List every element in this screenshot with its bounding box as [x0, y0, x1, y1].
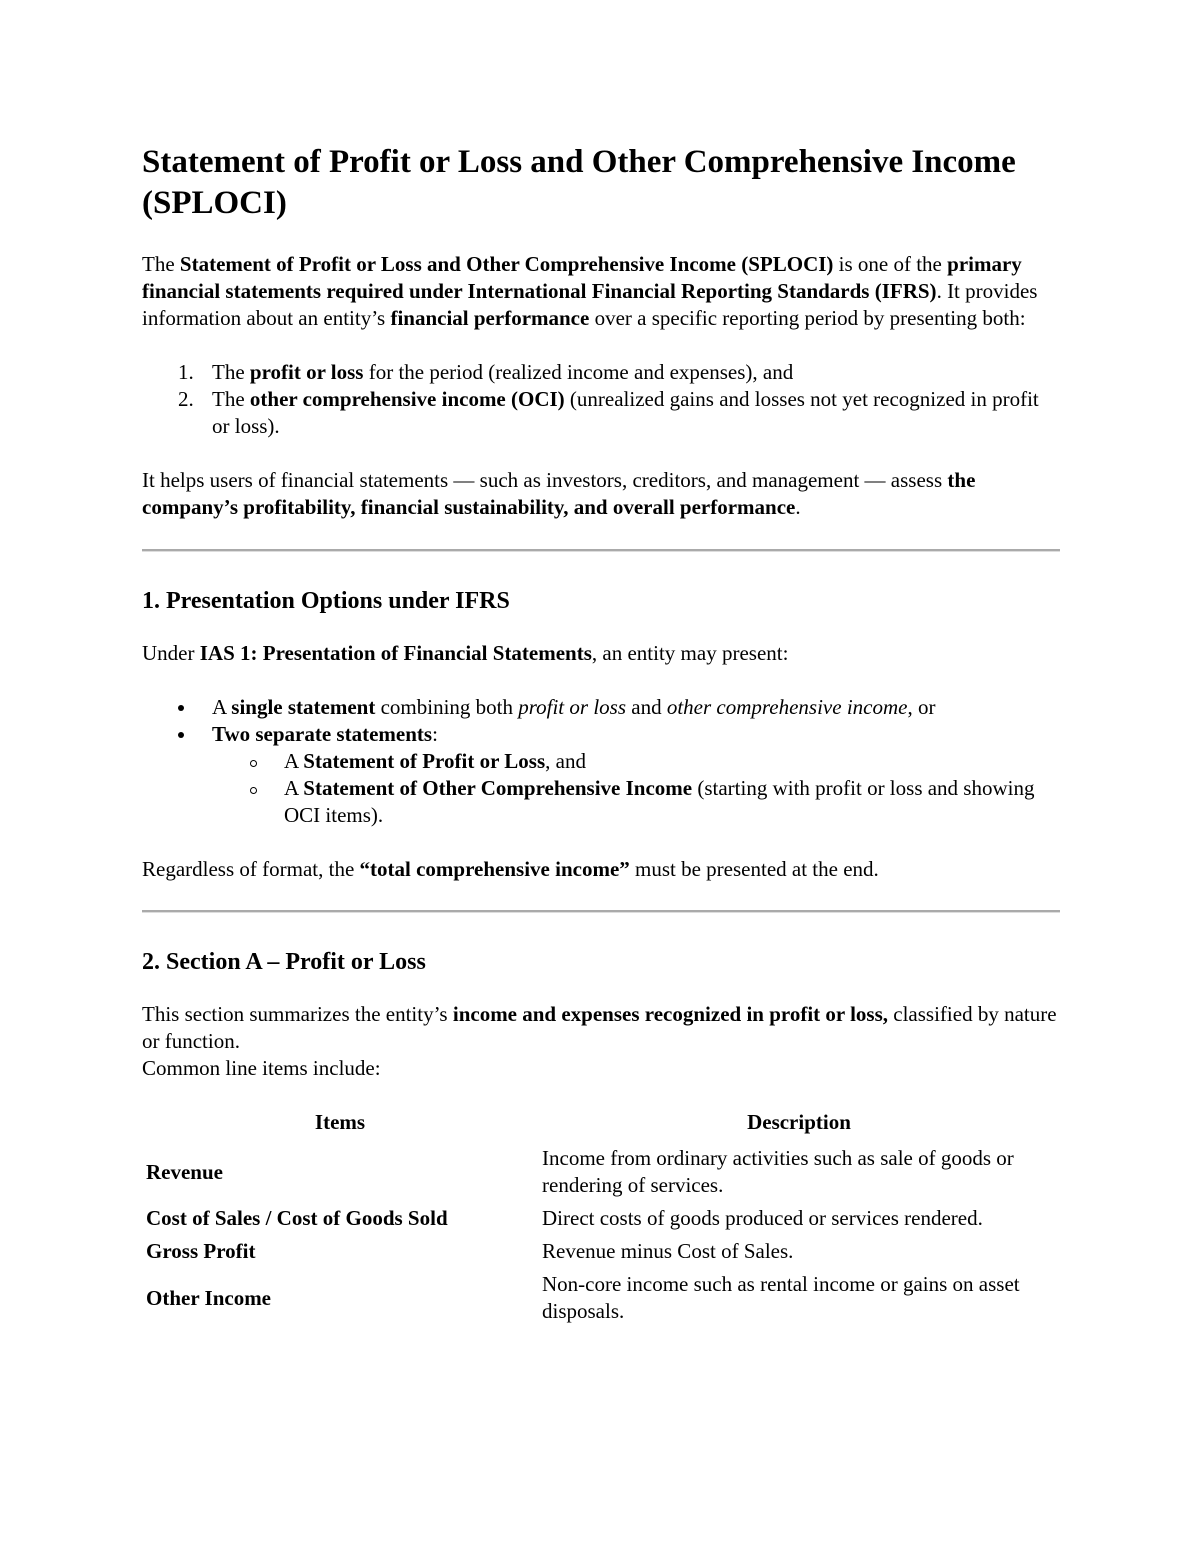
page-title: Statement of Profit or Loss and Other Comprehensive Income (SPLOCI)	[142, 144, 1016, 221]
section2-lead: This section summarizes the entity’s income and expenses recognized in profit or loss, classified by nature or function.	[142, 1002, 1057, 1053]
horizontal-divider	[142, 910, 1060, 913]
list-item: 2. The other comprehensive income (OCI) (unrealized gains and losses not yet recognized in profit or loss).	[178, 387, 1039, 438]
item-cell: Gross Profit	[146, 1239, 256, 1263]
list-item: Two separate statements: A Statement of Profit or Loss, and A Statement of Other Comprehensive Income (starting with profit or loss and showing OCI items).	[142, 721, 1060, 829]
separate-statements-sublist	[212, 748, 1060, 829]
table-row	[142, 1202, 1060, 1235]
table-row	[142, 1235, 1060, 1268]
list-number: 1.	[178, 360, 194, 384]
bullet-icon	[178, 732, 184, 738]
section1-lead: Under IAS 1: Presentation of Financial Statements, an entity may present:	[142, 641, 789, 665]
column-header-description: Description	[747, 1110, 851, 1134]
table-header-row	[142, 1109, 1060, 1142]
table-row	[142, 1268, 1060, 1328]
sub-bullet-icon	[250, 760, 257, 767]
list-number: 2.	[178, 387, 194, 411]
line-items-table	[142, 1109, 1060, 1328]
table-row	[142, 1142, 1060, 1202]
list-item: A single statement combining both profit or loss and other comprehensive income, or	[142, 694, 1060, 721]
description-cell: Non-core income such as rental income or gains on asset disposals.	[542, 1272, 1020, 1323]
intro-paragraph: The Statement of Profit or Loss and Other Comprehensive Income (SPLOCI) is one of the primary financial statements required under International Financial Reporting Standards (IFRS). It provides information about an entity’s financial performance over a specific reporting period by presenting both:	[142, 252, 1038, 330]
section2-common-items: Common line items include:	[142, 1056, 381, 1080]
section-heading-presentation: 1. Presentation Options under IFRS	[142, 588, 510, 614]
section-heading-profit-or-loss: 2. Section A – Profit or Loss	[142, 949, 426, 975]
bullet-icon	[178, 705, 184, 711]
section1-closing: Regardless of format, the “total comprehensive income” must be presented at the end.	[142, 857, 879, 881]
intro-numbered-list	[142, 359, 1060, 440]
horizontal-divider	[142, 549, 1060, 552]
item-cell: Cost of Sales / Cost of Goods Sold	[146, 1206, 448, 1230]
item-cell: Revenue	[146, 1159, 223, 1184]
sub-bullet-icon	[250, 787, 257, 794]
sublist-item: A Statement of Other Comprehensive Income (starting with profit or loss and showing OCI items).	[212, 775, 1060, 829]
description-cell: Direct costs of goods produced or services rendered.	[542, 1206, 983, 1230]
sublist-item: A Statement of Profit or Loss, and	[212, 748, 1060, 775]
presentation-options-list	[142, 694, 1060, 829]
helps-paragraph: It helps users of financial statements — such as investors, creditors, and management — assess the company’s profitability, financial sustainability, and overall performance.	[142, 468, 976, 519]
column-header-items: Items	[314, 1110, 366, 1134]
description-cell: Revenue minus Cost of Sales.	[542, 1239, 794, 1263]
list-item: 1. The profit or loss for the period (realized income and expenses), and	[178, 360, 794, 384]
item-cell: Other Income	[146, 1285, 272, 1310]
description-cell: Income from ordinary activities such as sale of goods or rendering of services.	[542, 1146, 1014, 1197]
document-body	[142, 142, 1060, 1328]
